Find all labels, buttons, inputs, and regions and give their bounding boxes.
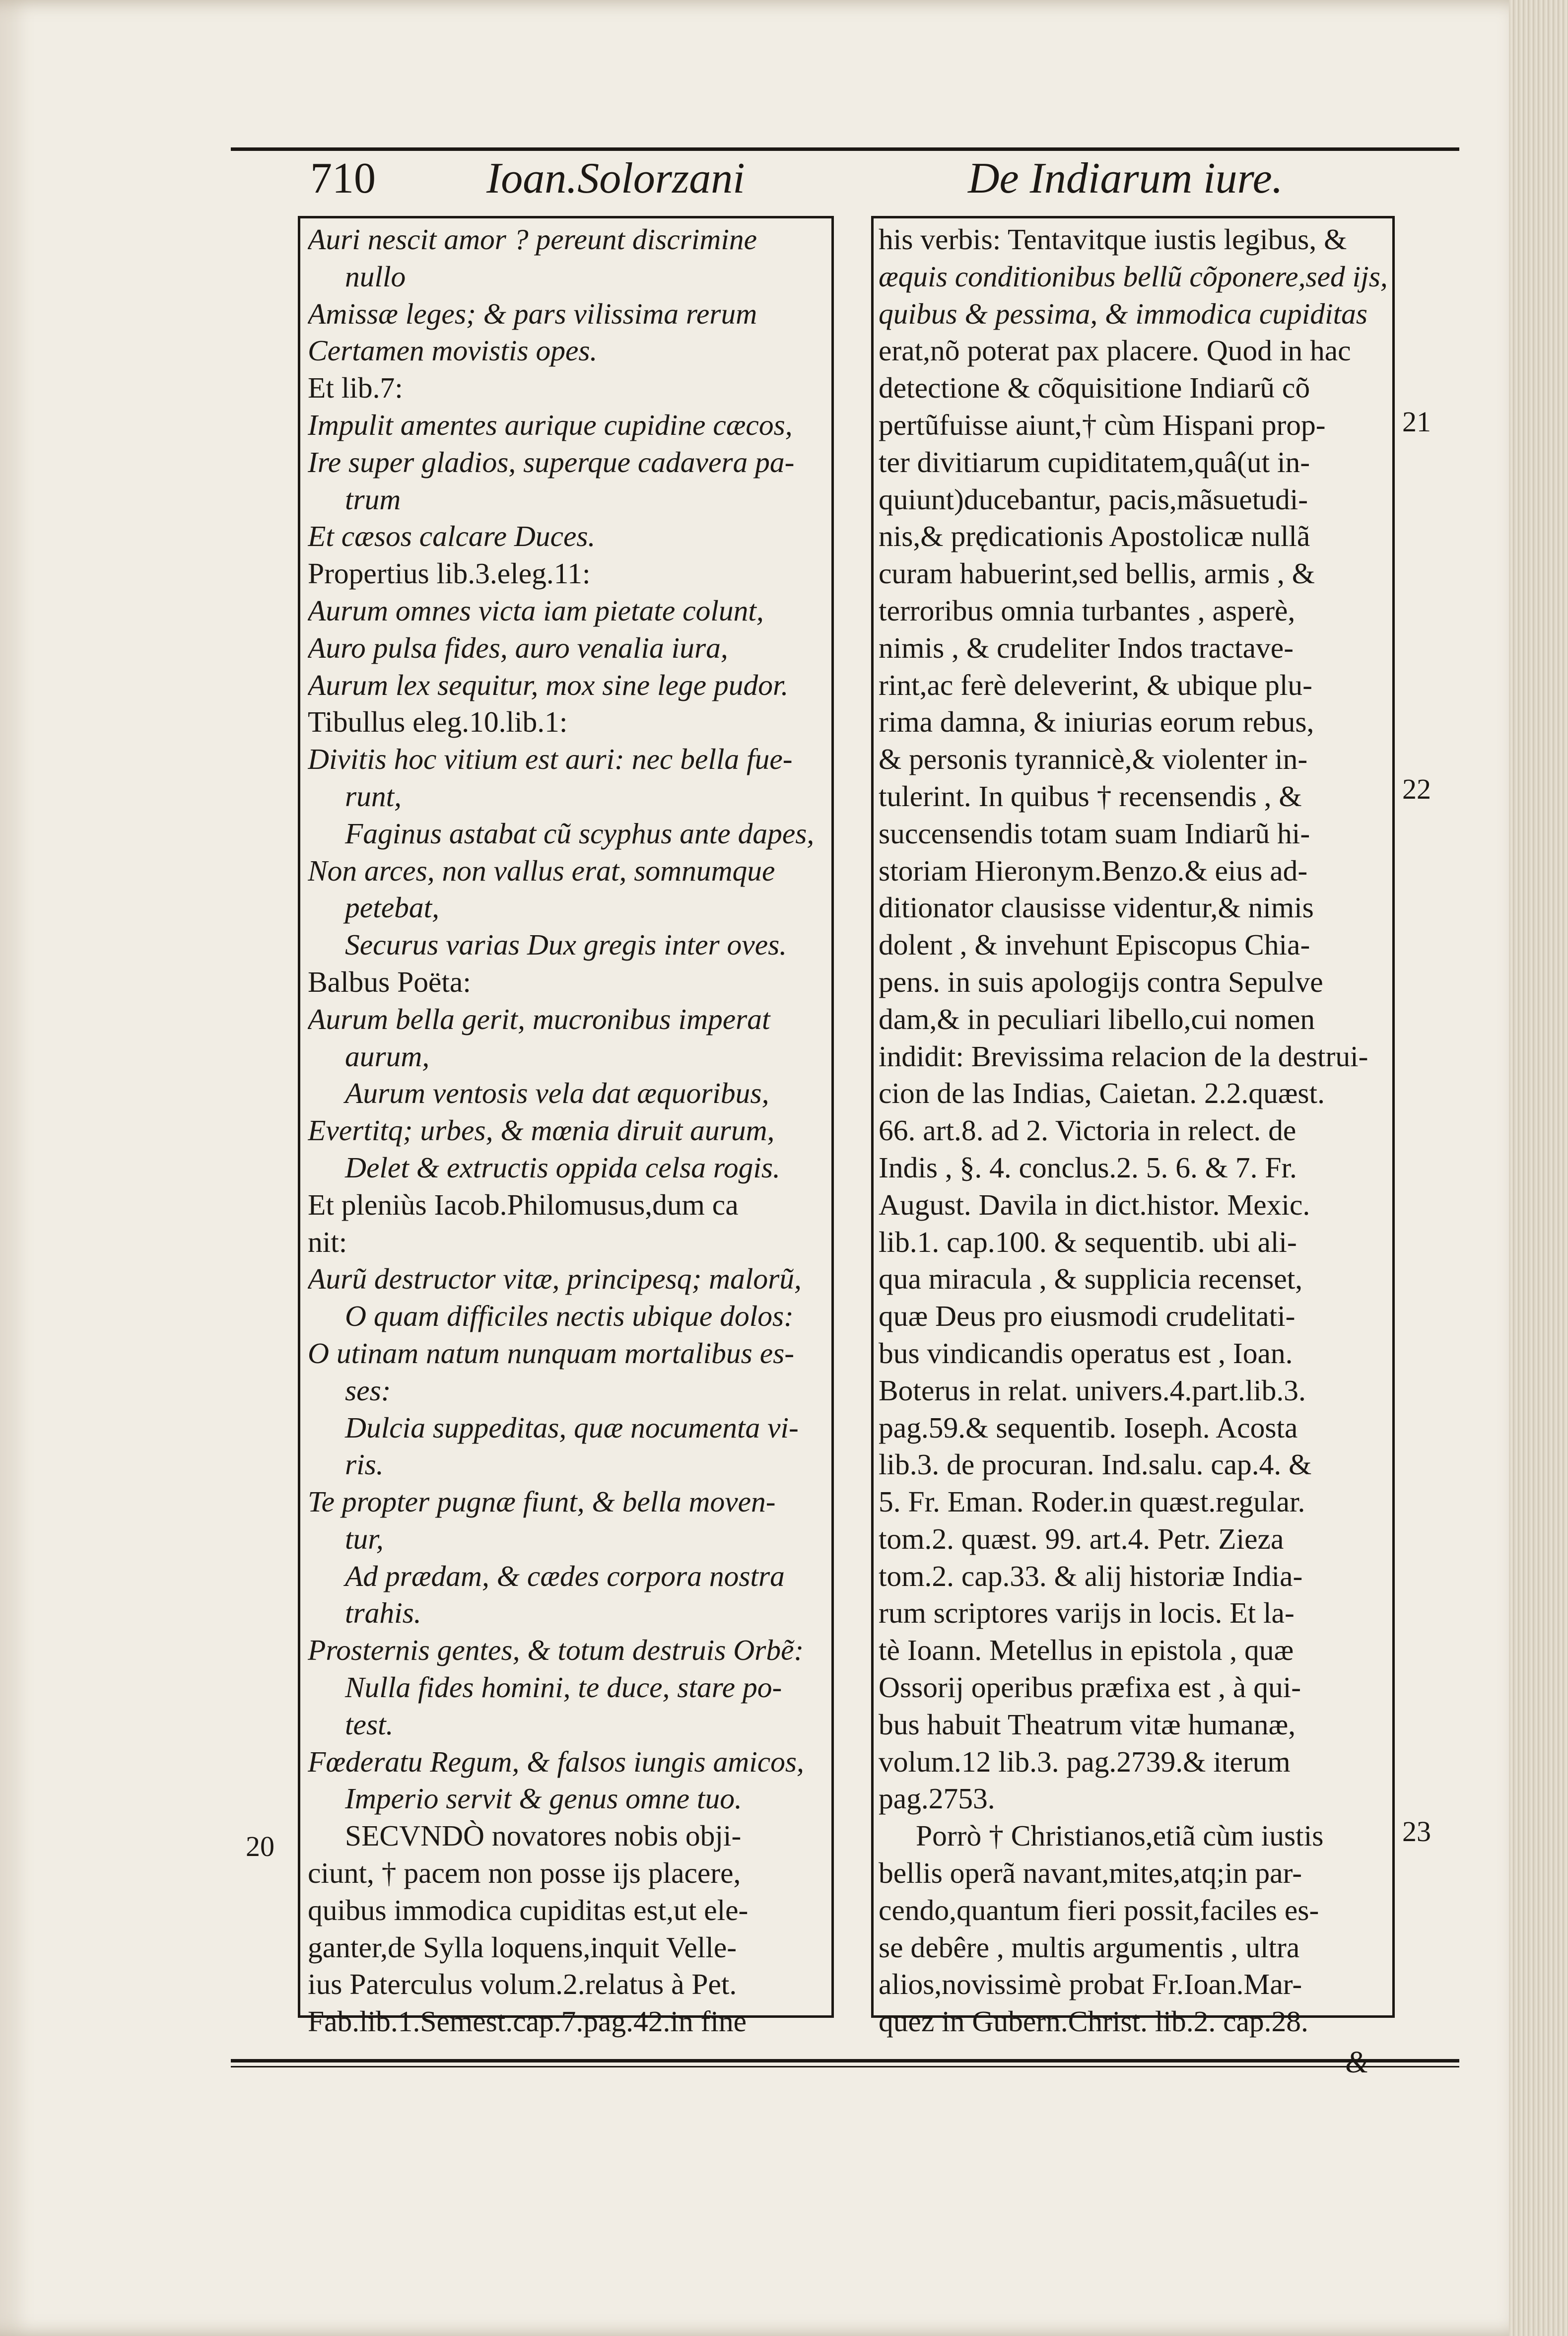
text-line: Evertitq; urbes, & mœnia diruit aurum, — [308, 1114, 775, 1147]
text-line: tom.2. cap.33. & alij historiæ India- — [879, 1559, 1303, 1592]
text-line: aurum, — [345, 1039, 430, 1073]
text-line: trahis. — [345, 1596, 421, 1630]
text-line: ciunt, † pacem non posse ijs placere, — [308, 1856, 741, 1890]
text-line: runt, — [345, 779, 402, 813]
text-line: Non arces, non vallus erat, somnumque — [308, 854, 775, 887]
text-line: tulerint. In quibus † recensendis , & — [879, 779, 1302, 813]
text-line: rint,ac ferè deleverint, & ubique plu- — [879, 668, 1312, 701]
text-line: Securus varias Dux gregis inter oves. — [345, 928, 787, 962]
text-line: O utinam natum nunquam mortalibus es- — [308, 1336, 795, 1370]
text-line: Aurũ destructor vitæ, principesq; malorũ, — [308, 1262, 802, 1296]
text-line: Fab.lib.1.Semest.cap.7.pag.42.in fine — [308, 2005, 747, 2038]
page-edge — [1509, 0, 1568, 2336]
text-line: quez in Gubern.Christ. lib.2. cap.28. — [879, 2005, 1308, 2038]
running-head-author: Ioan.Solorzani — [486, 154, 745, 203]
text-line: tur, — [345, 1522, 384, 1555]
text-line: lib.1. cap.100. & sequentib. ubi ali- — [879, 1225, 1297, 1258]
text-line: Prosternis gentes, & totum destruis Orbẽ: — [308, 1634, 804, 1667]
text-line: Delet & extructis oppida celsa rogis. — [345, 1151, 780, 1184]
text-line: dolent , & invehunt Episcopus Chia- — [879, 928, 1310, 962]
text-line: Propertius lib.3.eleg.11: — [308, 557, 591, 590]
text-line: Auri nescit amor ? pereunt discrimine — [308, 223, 757, 256]
text-line: bus habuit Theatrum vitæ humanæ, — [879, 1708, 1296, 1741]
header-top-rule — [231, 147, 1459, 151]
text-line: Auro pulsa fides, auro venalia iura, — [308, 631, 728, 664]
margin-number-21: 21 — [1402, 406, 1431, 438]
text-line: ius Paterculus volum.2.relatus à Pet. — [308, 1968, 737, 2001]
text-line: se debêre , multis argumentis , ultra — [879, 1930, 1300, 1964]
text-line: quibus immodica cupiditas est,ut ele- — [308, 1893, 749, 1926]
text-line: qua miracula , & supplicia recenset, — [879, 1262, 1303, 1296]
text-line: Ad prædam, & cædes corpora nostra — [345, 1559, 785, 1592]
text-line: nit: — [308, 1225, 347, 1258]
text-line: cion de las Indias, Caietan. 2.2.quæst. — [879, 1077, 1325, 1110]
text-line: Nulla fides homini, te duce, stare po- — [345, 1671, 782, 1704]
page-number: 710 — [310, 154, 376, 203]
text-line: trum — [345, 482, 401, 516]
footer-rule — [231, 2059, 1459, 2062]
text-line: quæ Deus pro eiusmodi crudelitati- — [879, 1300, 1295, 1333]
text-line: Aurum bella gerit, mucronibus imperat — [308, 1002, 770, 1035]
running-head-title: De Indiarum iure. — [968, 154, 1283, 203]
text-line: Et lib.7: — [308, 371, 403, 405]
text-line: erat,nõ poterat pax placere. Quod in hac — [879, 334, 1351, 367]
text-line: dam,& in peculiari libello,cui nomen — [879, 1002, 1315, 1035]
text-line: ganter,de Sylla loquens,inquit Velle- — [308, 1930, 737, 1964]
text-line: pertũfuisse aiunt,† cùm Hispani prop- — [879, 408, 1326, 441]
text-line: Ire super gladios, superque cadavera pa- — [308, 445, 795, 479]
text-line: curam habuerint,sed bellis, armis , & — [879, 557, 1315, 590]
text-line: Fœderatu Regum, & falsos iungis amicos, — [308, 1745, 804, 1778]
text-line: succensendis totam suam Indiarũ hi- — [879, 817, 1310, 850]
text-line: Aurum lex sequitur, mox sine lege pudor. — [308, 668, 789, 701]
text-line: Amissæ leges; & pars vilissima rerum — [308, 297, 757, 330]
text-line: alios,novissimè probat Fr.Ioan.Mar- — [879, 1968, 1302, 2001]
text-line: 66. art.8. ad 2. Victoria in relect. de — [879, 1114, 1296, 1147]
text-line: Certamen movistis opes. — [308, 334, 598, 367]
margin-number-20: 20 — [246, 1830, 274, 1862]
text-line: detectione & cõquisitione Indiarũ cõ — [879, 371, 1310, 405]
right-column — [879, 221, 1390, 2040]
text-line: Porrò † Christianos,etiã cùm iustis — [916, 1819, 1324, 1853]
text-line: rima damna, & iniurias eorum rebus, — [879, 705, 1314, 739]
text-line: Aurum omnes victa iam pietate colunt, — [308, 594, 764, 627]
text-line: test. — [345, 1708, 394, 1741]
text-line: quibus & pessima, & immodica cupiditas — [879, 297, 1368, 330]
left-column — [308, 221, 829, 2040]
text-line: nullo — [345, 260, 406, 293]
text-line: pens. in suis apologijs contra Sepulve — [879, 965, 1323, 998]
text-line: August. Davila in dict.histor. Mexic. — [879, 1188, 1310, 1221]
text-line: petebat, — [345, 891, 440, 924]
text-line: indidit: Brevissima relacion de la destrui- — [879, 1039, 1368, 1073]
text-line: pag.59.& sequentib. Ioseph. Acosta — [879, 1411, 1298, 1444]
text-line: Te propter pugnæ fiunt, & bella moven- — [308, 1485, 776, 1518]
text-line: Indis , §. 4. conclus.2. 5. 6. & 7. Fr. — [879, 1151, 1297, 1184]
text-line: Ossorij operibus præfixa est , à qui- — [879, 1671, 1301, 1704]
text-line: Tibullus eleg.10.lib.1: — [308, 705, 568, 739]
text-line: Et pleniùs Iacob.Philomusus,dum ca — [308, 1188, 739, 1221]
text-line: his verbis: Tentavitque iustis legibus, & — [879, 223, 1347, 256]
text-line: Imperio servit & genus omne tuo. — [345, 1782, 742, 1815]
text-line: Impulit amentes aurique cupidine cæcos, — [308, 408, 793, 441]
text-line: bellis operã navant,mites,atq;in par- — [879, 1856, 1302, 1890]
text-line: 5. Fr. Eman. Roder.in quæst.regular. — [879, 1485, 1305, 1518]
text-line: Boterus in relat. univers.4.part.lib.3. — [879, 1374, 1306, 1407]
text-line: bus vindicandis operatus est , Ioan. — [879, 1336, 1293, 1370]
text-line: volum.12 lib.3. pag.2739.& iterum — [879, 1745, 1291, 1778]
text-line: O quam difficiles nectis ubique dolos: — [345, 1300, 794, 1333]
margin-number-23: 23 — [1402, 1815, 1431, 1848]
text-line: æquis conditionibus bellũ cõponere,sed ijs, — [879, 260, 1388, 293]
margin-number-22: 22 — [1402, 773, 1431, 805]
text-line: cendo,quantum fieri possit,faciles es- — [879, 1893, 1319, 1926]
text-line: ditionator clausisse videntur,& nimis — [879, 891, 1314, 924]
catchword: & — [1345, 2046, 1369, 2079]
text-line: Balbus Poëta: — [308, 965, 471, 998]
text-line: Divitis hoc vitium est auri: nec bella fue- — [308, 743, 793, 776]
text-line: storiam Hieronym.Benzo.& eius ad- — [879, 854, 1308, 887]
text-line: nis,& prędicationis Apostolicæ nullã — [879, 520, 1310, 553]
text-line: pag.2753. — [879, 1782, 995, 1815]
text-line: rum scriptores varijs in locis. Et la- — [879, 1596, 1295, 1630]
text-line: & personis tyrannicè,& violenter in- — [879, 743, 1308, 776]
text-line: ter divitiarum cupiditatem,quâ(ut in- — [879, 445, 1310, 479]
text-line: Et cæsos calcare Duces. — [308, 520, 596, 553]
text-line: ris. — [345, 1448, 384, 1481]
text-line: Dulcia suppeditas, quæ nocumenta vi- — [345, 1411, 799, 1444]
text-line: terroribus omnia turbantes , asperè, — [879, 594, 1295, 627]
text-line: lib.3. de procuran. Ind.salu. cap.4. & — [879, 1448, 1312, 1481]
text-line: tom.2. quæst. 99. art.4. Petr. Zieza — [879, 1522, 1284, 1555]
footer-rule-thin — [231, 2066, 1459, 2067]
text-line: SECVNDÒ novatores nobis obji- — [345, 1819, 742, 1853]
text-line: quiunt)ducebantur, pacis,mãsuetudi- — [879, 482, 1308, 516]
text-line: ses: — [345, 1374, 391, 1407]
text-line: nimis , & crudeliter Indos tractave- — [879, 631, 1294, 664]
text-line: Faginus astabat cũ scyphus ante dapes, — [345, 817, 815, 850]
text-line: Aurum ventosis vela dat æquoribus, — [345, 1077, 769, 1110]
text-line: tè Ioann. Metellus in epistola , quæ — [879, 1634, 1294, 1667]
